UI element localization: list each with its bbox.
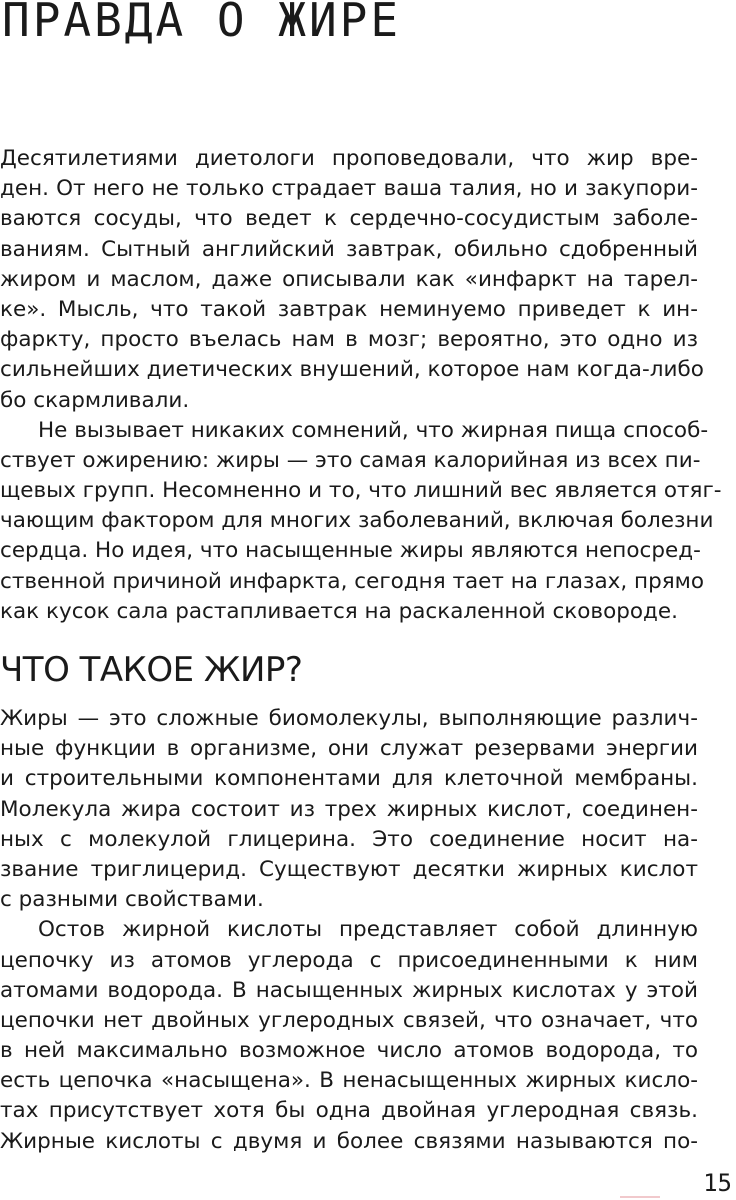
text-line: жиром и маслом, даже описывали как «инфаркт на тарел- — [0, 266, 698, 292]
footer-mark — [620, 1196, 660, 1198]
text-line: ке». Мысль, что такой завтрак неминуемо приведет к ин- — [0, 296, 698, 322]
chapter-title: ПРАВДА О ЖИРЕ — [2, 0, 402, 47]
text-line: сильнейших диетических внушений, которое нам когда-либо — [0, 357, 704, 383]
text-line: ствует ожирению: жиры — это самая калорийная из всех пи- — [0, 447, 701, 473]
text-line: щевых групп. Несомненно и то, что лишний вес является отяг- — [0, 478, 722, 504]
text-line: с разными свойствами. — [0, 887, 264, 913]
text-line: цепочки нет двойных углеродных связей, что означает, что — [0, 1007, 698, 1033]
page-number: 15 — [703, 1169, 732, 1197]
text-line: бо скармливали. — [0, 387, 190, 413]
text-line: ственной причиной инфаркта, сегодня тает на глазах, прямо — [0, 568, 705, 594]
text-line: ваниям. Сытный английский завтрак, обильно сдобренный — [0, 236, 698, 262]
paragraph — [0, 416, 722, 627]
text-line: Десятилетиями диетологи проповедовали, что жир вре- — [0, 146, 698, 171]
text-line: и строительными компонентами для клеточной мембраны. — [0, 766, 698, 792]
text-line: как кусок сала растапливается на раскаленной сковороде. — [0, 598, 678, 624]
paragraph — [0, 144, 704, 416]
text-line: ден. От него не только страдает ваша талия, но и закупори- — [0, 176, 698, 202]
text-line: ных с молекулой глицерина. Это соединение носит на- — [0, 826, 698, 852]
text-line: фаркту, просто въелась нам в мозг; вероятно, это одно из — [0, 327, 698, 353]
text-line: в ней максимально возможное число атомов водорода, то — [0, 1038, 698, 1064]
text-line: сердца. Но идея, что насыщенные жиры являются непосред- — [0, 538, 701, 564]
text-line: тах присутствует хотя бы одна двойная углеродная связь. — [0, 1098, 698, 1124]
text-line: Остов жирной кислоты представляет собой длинную — [38, 917, 698, 943]
text-line: Молекула жира состоит из трех жирных кислот, соединен- — [0, 796, 698, 822]
text-line: цепочку из атомов углерода с присоединенными к ним — [0, 947, 698, 973]
text-line: звание триглицерид. Существуют десятки жирных кислот — [0, 856, 698, 882]
text-line: атомами водорода. В насыщенных жирных кислотах у этой — [0, 977, 698, 1003]
text-line: Жиры — это сложные биомолекулы, выполняющие различ- — [0, 706, 698, 731]
paragraph — [0, 915, 698, 1157]
text-line: есть цепочка «насыщена». В ненасыщенных жирных кисло- — [0, 1068, 698, 1094]
section-heading: ЧТО ТАКОЕ ЖИР? — [0, 650, 303, 690]
intro-text — [0, 144, 722, 627]
section-text — [0, 704, 698, 1157]
text-line: Не вызывает никаких сомнений, что жирная пища способ- — [38, 417, 709, 443]
text-line: чающим фактором для многих заболеваний, включая болезни — [0, 508, 714, 534]
text-line: ные функции в организме, они служат резервами энергии — [0, 736, 698, 762]
text-line: ваются сосуды, что ведет к сердечно-сосудистым заболе- — [0, 206, 698, 232]
text-line: Жирные кислоты с двумя и более связями называются по- — [0, 1128, 698, 1154]
paragraph — [0, 704, 698, 915]
